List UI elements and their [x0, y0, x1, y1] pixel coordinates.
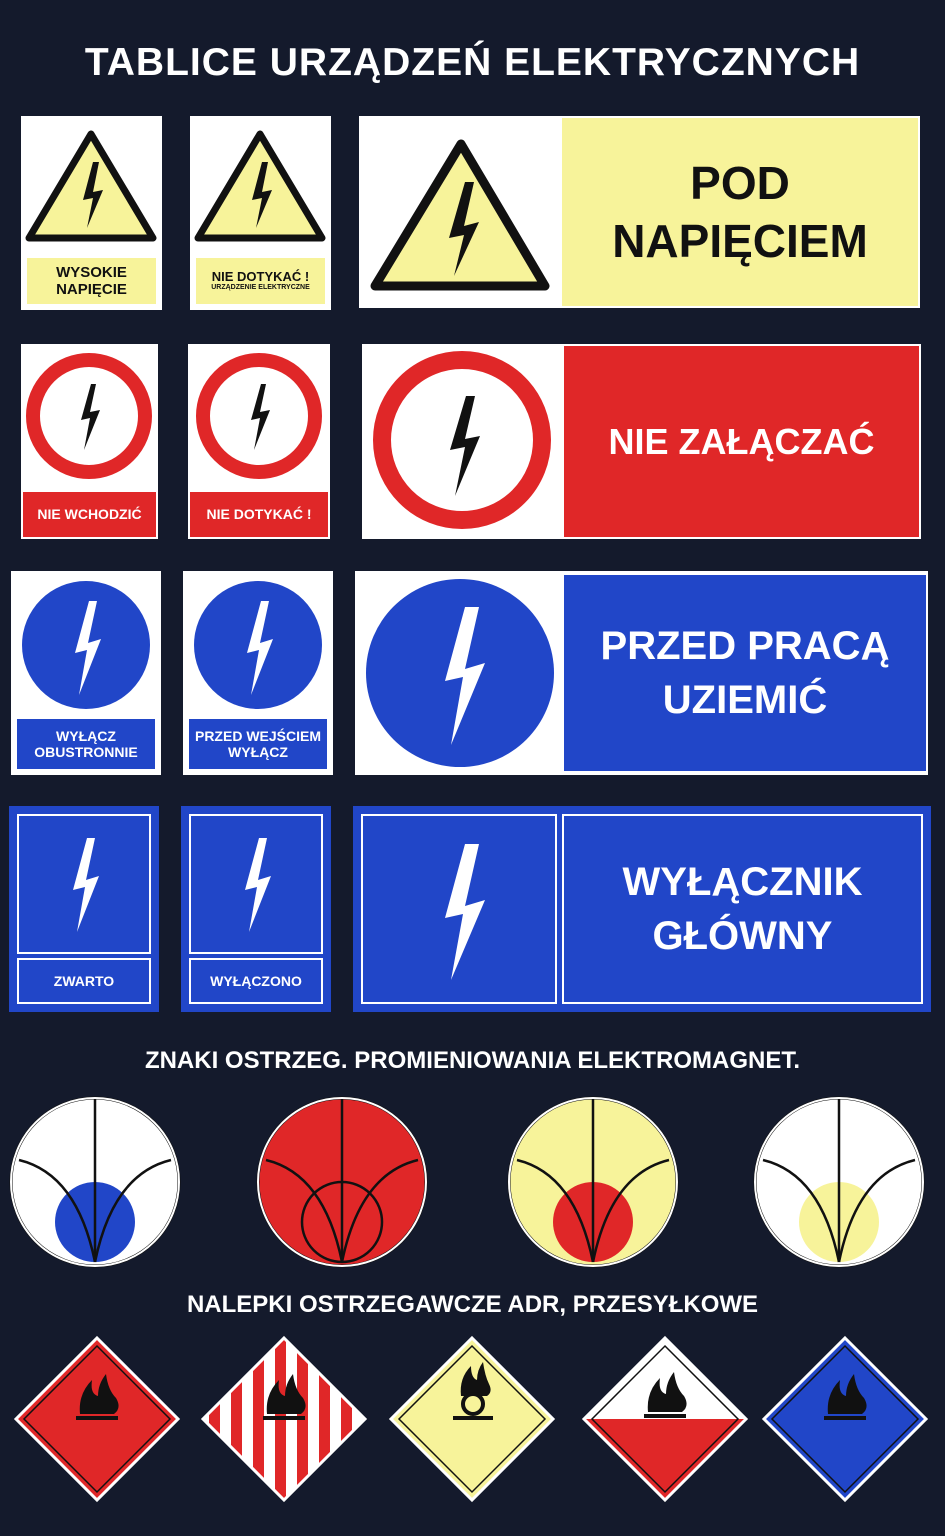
- electromagnetic-radiation-icon: [505, 1094, 681, 1270]
- sign-nie-zalaczac: [362, 344, 921, 539]
- lightning-icon: [183, 808, 329, 954]
- sign-nie-wchodzic: [21, 344, 158, 539]
- high-voltage-triangle-icon: [23, 118, 160, 258]
- sign-label: NIE ZAŁĄCZAĆ: [564, 346, 919, 537]
- adr-label-yellow: [387, 1334, 557, 1509]
- label-line-2: NAPIĘCIEM: [612, 215, 868, 267]
- sign-label: ZWARTO: [53, 972, 115, 989]
- sign-label: WYŁĄCZONO: [210, 972, 302, 989]
- sign-przed-praca-uziemic: [355, 571, 928, 775]
- adr-section-title: NALEPKI OSTRZEGAWCZE ADR, PRZESYŁKOWE: [186, 1291, 759, 1318]
- adr-label-white-red: [580, 1334, 750, 1509]
- prohibition-circle-icon: [190, 346, 328, 486]
- sign-pod-napieciem: [359, 116, 920, 308]
- sign-wylacznik-glowny: [353, 806, 931, 1012]
- sign-label: [562, 118, 918, 306]
- em-sign-red: [254, 1094, 430, 1275]
- sign-label: NIE DOTYKAĆ !: [190, 492, 328, 537]
- high-voltage-triangle-icon: [361, 118, 561, 306]
- sign-nie-dotykac: [188, 344, 330, 539]
- label-line-2: WYŁĄCZ: [228, 744, 288, 760]
- sign-zwarto: [9, 806, 159, 1012]
- prohibition-circle-icon: [23, 346, 156, 486]
- sign-label: [564, 575, 926, 771]
- sign-wysokie-napiecie: [21, 116, 162, 310]
- mandatory-circle-lightning-icon: [185, 573, 331, 717]
- electromagnetic-radiation-icon: [751, 1094, 927, 1270]
- em-sign-white-yellow: [751, 1094, 927, 1275]
- label-line-2: GŁÓWNY: [652, 914, 833, 958]
- sign-label: NIE WCHODZIĆ: [23, 492, 156, 537]
- label-line-1: POD: [690, 157, 790, 209]
- label-line-2: UZIEMIĆ: [662, 678, 828, 722]
- sign-label: [27, 258, 156, 304]
- flame-icon: [12, 1334, 182, 1504]
- em-sign-yellow-red: [505, 1094, 681, 1275]
- electromagnetic-radiation-icon: [254, 1094, 430, 1270]
- lightning-icon: [11, 808, 157, 954]
- poster-title: TABLICE URZĄDZEŃ ELEKTRYCZNYCH: [84, 41, 861, 84]
- sign-label: [562, 814, 923, 1004]
- flame-icon: [580, 1334, 750, 1504]
- label-line-2: URZĄDZENIE ELEKTRYCZNE: [211, 284, 310, 292]
- sign-nie-dotykac-urzadzenie: [190, 116, 331, 310]
- mandatory-circle-lightning-icon: [13, 573, 159, 717]
- prohibition-circle-icon: [364, 346, 564, 537]
- sign-label: [189, 719, 327, 769]
- sign-label: [17, 719, 155, 769]
- sign-label: [196, 258, 325, 304]
- flame-icon: [760, 1334, 930, 1504]
- label-line-1: WYSOKIE: [56, 263, 127, 281]
- adr-label-red: [12, 1334, 182, 1509]
- high-voltage-triangle-icon: [192, 118, 329, 258]
- mandatory-circle-lightning-icon: [357, 573, 567, 773]
- label-line-2: OBUSTRONNIE: [34, 744, 138, 760]
- label-line-1: WYŁĄCZ: [56, 727, 116, 744]
- flame-over-circle-icon: [387, 1334, 557, 1504]
- sign-przed-wejsciem-wylacz: [183, 571, 333, 775]
- label-line-1: NIE DOTYKAĆ !: [211, 268, 310, 284]
- sign-wylacz-obustronnie: [11, 571, 161, 775]
- electromagnetic-radiation-icon: [7, 1094, 183, 1270]
- label-line-1: PRZED PRACĄ: [600, 624, 890, 668]
- lightning-icon: [355, 808, 561, 1010]
- sign-wylaczono: [181, 806, 331, 1012]
- flame-icon: [199, 1334, 369, 1504]
- adr-label-stripes: [199, 1334, 369, 1509]
- label-line-1: WYŁĄCZNIK: [622, 860, 863, 904]
- adr-label-blue: [760, 1334, 930, 1509]
- em-section-title: ZNAKI OSTRZEG. PROMIENIOWANIA ELEKTROMAGNET.: [144, 1047, 801, 1074]
- label-line-1: PRZED WEJŚCIEM: [194, 727, 321, 744]
- label-line-2: NAPIĘCIE: [56, 281, 127, 298]
- em-sign-white-blue: [7, 1094, 183, 1275]
